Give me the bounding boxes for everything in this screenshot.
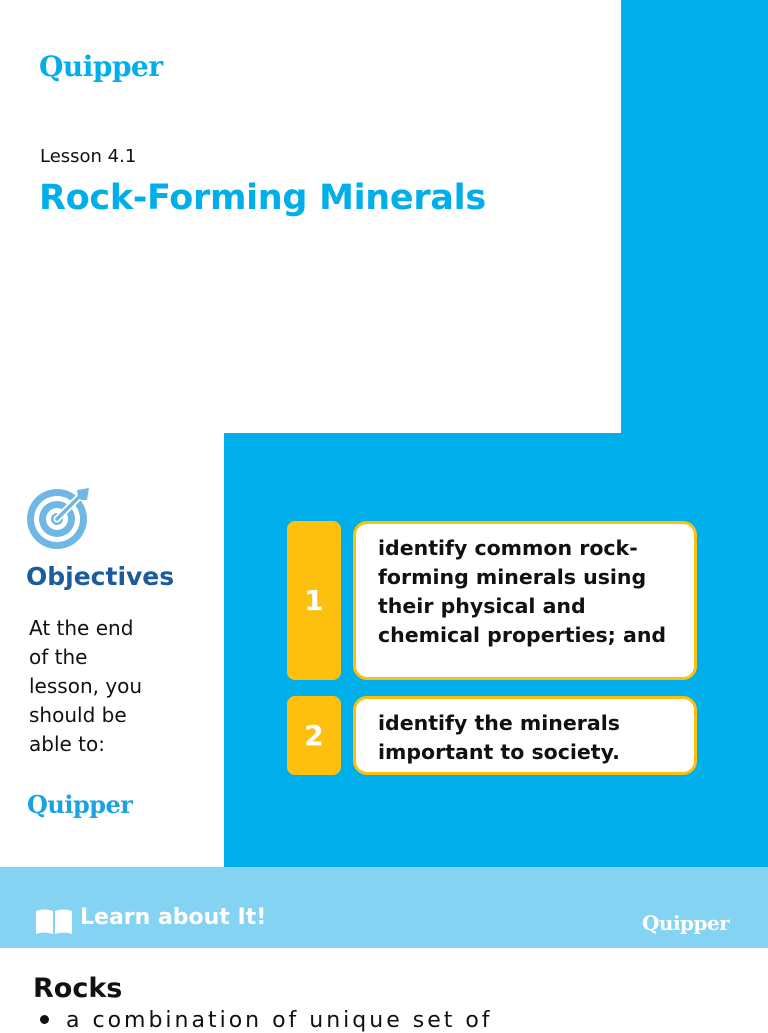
quipper-logo: Quipper: [642, 911, 730, 935]
slide1-accent-bar: [621, 0, 768, 433]
quipper-logo: Quipper: [39, 50, 163, 83]
bullet-dot: [40, 1015, 49, 1024]
objective-text-2: identify the minerals important to society.: [353, 696, 697, 775]
quipper-logo: Quipper: [27, 790, 133, 819]
lesson-label: Lesson 4.1: [40, 146, 137, 167]
objective-text-1: identify common rock-forming minerals using their physical and chemical properties; and: [353, 521, 697, 680]
objective-number-1: 1: [287, 521, 341, 680]
lesson-title: Rock-Forming Minerals: [39, 178, 486, 218]
learn-about-it-label: Learn about It!: [80, 905, 267, 930]
target-icon: [26, 486, 90, 550]
rocks-definition: a combination of unique set of: [66, 1008, 493, 1033]
objectives-intro: At the end of the lesson, you should be able to:: [29, 616, 143, 756]
open-book-icon: [35, 907, 73, 935]
objectives-heading: Objectives: [26, 562, 175, 591]
objective-number-2: 2: [287, 696, 341, 775]
rocks-heading: Rocks: [33, 973, 123, 1004]
